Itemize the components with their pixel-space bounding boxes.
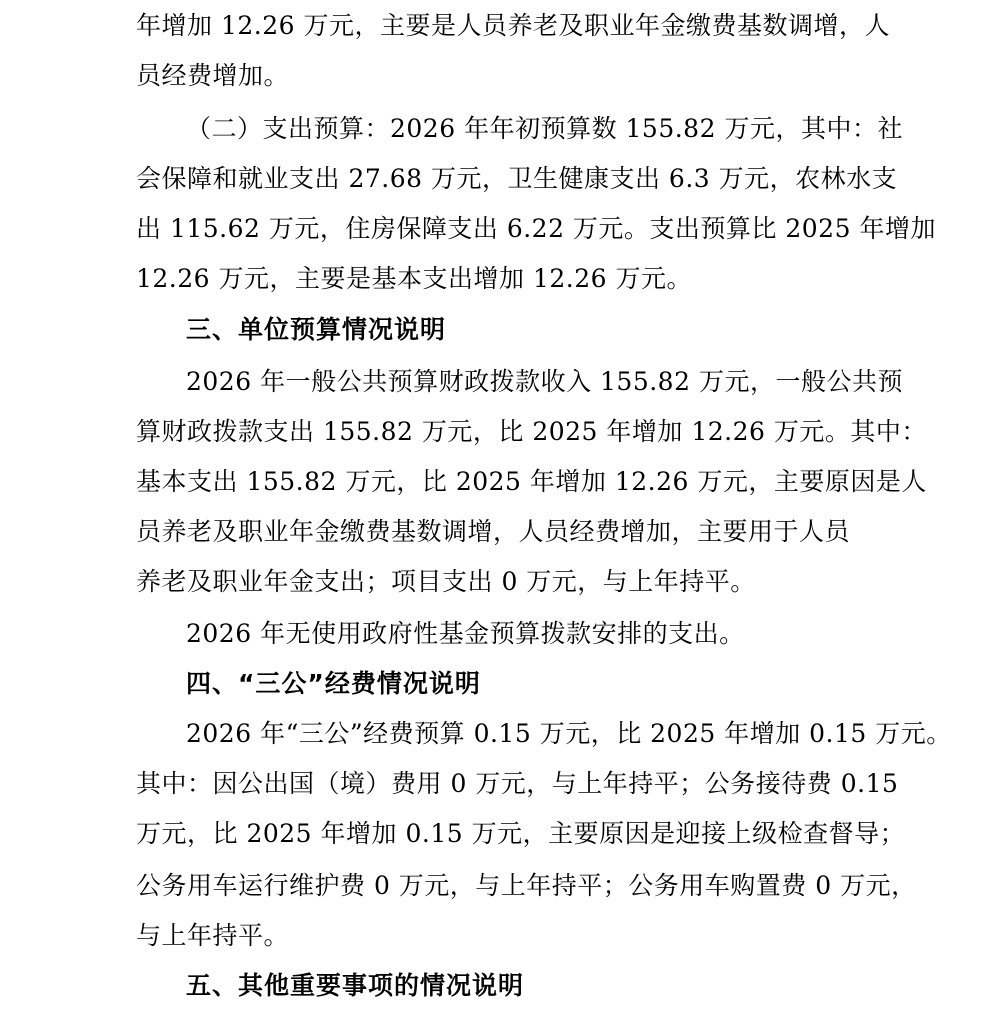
text-line: 年增加 12.26 万元，主要是人员养老及职业年金缴费基数调增，人 — [136, 11, 890, 40]
section-heading: 三、单位预算情况说明 — [186, 315, 447, 344]
text-line: 养老及职业年金支出；项目支出 0 万元，与上年持平。 — [136, 567, 756, 596]
text-line: 基本支出 155.82 万元，比 2025 年增加 12.26 万元，主要原因是人 — [136, 467, 927, 496]
text-line: 万元，比 2025 年增加 0.15 万元，主要原因是迎接上级检查督导； — [136, 819, 906, 848]
text-line: 员经费增加。 — [136, 61, 290, 90]
text-line: 其中：因公出国（境）费用 0 万元，与上年持平；公务接待费 0.15 — [136, 769, 899, 798]
text-line: （二）支出预算：2026 年年初预算数 155.82 万元，其中：社 — [186, 114, 903, 143]
text-line: 与上年持平。 — [136, 921, 290, 950]
text-line: 12.26 万元，主要是基本支出增加 12.26 万元。 — [136, 264, 692, 293]
text-line: 2026 年“三公”经费预算 0.15 万元，比 2025 年增加 0.15 万元。 — [186, 719, 952, 748]
text-line: 员养老及职业年金缴费基数调增，人员经费增加，主要用于人员 — [136, 517, 851, 546]
text-line: 算财政拨款支出 155.82 万元，比 2025 年增加 12.26 万元。其中： — [136, 417, 927, 446]
text-line: 出 115.62 万元，住房保障支出 6.22 万元。支出预算比 2025 年增加 — [136, 214, 936, 243]
text-line: 2026 年无使用政府性基金预算拨款安排的支出。 — [186, 619, 745, 648]
text-line: 2026 年一般公共预算财政拨款收入 155.82 万元，一般公共预 — [186, 367, 903, 396]
section-heading: 五、其他重要事项的情况说明 — [186, 971, 525, 1000]
text-line: 公务用车运行维护费 0 万元，与上年持平；公务用车购置费 0 万元， — [136, 871, 917, 900]
section-heading: 四、“三公”经费情况说明 — [186, 669, 481, 698]
text-line: 会保障和就业支出 27.68 万元，卫生健康支出 6.3 万元，农林水支 — [136, 164, 898, 193]
